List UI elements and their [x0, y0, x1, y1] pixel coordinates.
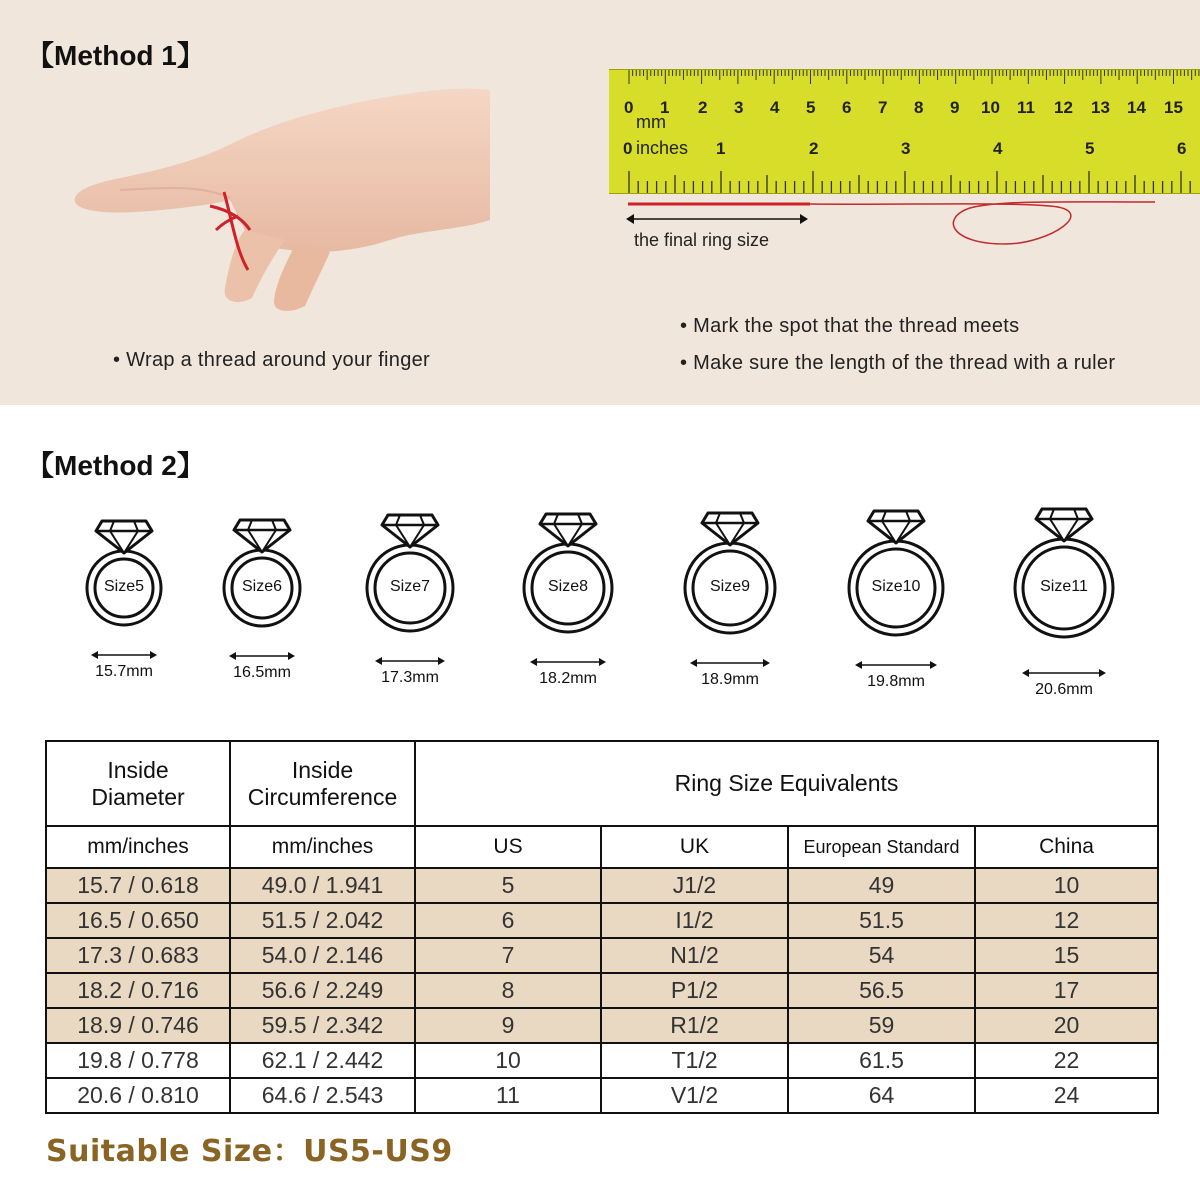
ruler-inch-number: 6	[1177, 139, 1187, 158]
cell-us: 8	[415, 973, 601, 1008]
ruler-mm-number: 15	[1164, 98, 1183, 117]
ring-size-table	[45, 740, 1159, 1114]
ruler-mm-number: 8	[914, 98, 924, 117]
ruler-mm-number: 14	[1127, 98, 1146, 117]
table-row	[46, 903, 1158, 938]
cell-us: 7	[415, 938, 601, 973]
ruler-inch-number: 5	[1085, 139, 1095, 158]
hand-illustration	[60, 80, 500, 320]
ruler	[609, 69, 1200, 194]
diameter-label: 17.3mm	[381, 669, 439, 686]
ring-size-label: Size7	[389, 578, 431, 595]
ruler-mm-number: 3	[734, 98, 744, 117]
ring-icon	[1005, 489, 1123, 647]
cell-uk: T1/2	[601, 1043, 788, 1078]
cell-us: 9	[415, 1008, 601, 1043]
cell-china: 20	[975, 1008, 1158, 1043]
ruler-inch-zero: 0	[623, 139, 633, 158]
table-row	[46, 973, 1158, 1008]
ruler-inch-number: 2	[809, 139, 819, 158]
ruler-mm-number: 9	[950, 98, 960, 117]
cell-diameter: 17.3 / 0.683	[46, 938, 230, 973]
ring-size-label: Size9	[709, 578, 751, 595]
ruler-mm-number: 10	[981, 98, 1000, 117]
ruler-mm-number: 4	[770, 98, 780, 117]
ruler-mm-number: 5	[806, 98, 816, 117]
ring-size-diagrams	[0, 500, 1200, 700]
cell-us: 5	[415, 868, 601, 903]
table-row	[46, 868, 1158, 903]
cell-diameter: 15.7 / 0.618	[46, 868, 230, 903]
diameter-label: 18.2mm	[539, 670, 597, 687]
cell-eu: 64	[788, 1078, 975, 1113]
cell-diameter: 18.9 / 0.746	[46, 1008, 230, 1043]
header-circ-line2: Circumference	[247, 783, 398, 810]
ruler-ticks	[609, 70, 1200, 193]
ruler-mm-number: 12	[1054, 98, 1073, 117]
ring-size-label: Size10	[871, 578, 921, 595]
cell-circ: 51.5 / 2.042	[230, 903, 415, 938]
cell-uk: I1/2	[601, 903, 788, 938]
ruler-mm-number: 7	[878, 98, 888, 117]
header-inside-diameter	[46, 741, 230, 826]
ruler-mm-number: 11	[1017, 98, 1035, 117]
sub-header-european: European Standard	[788, 826, 975, 868]
ring-size-label: Size11	[1040, 578, 1088, 595]
bullet-measure	[680, 352, 1115, 375]
cell-circ: 49.0 / 1.941	[230, 868, 415, 903]
ring-size-label: Size6	[241, 578, 283, 595]
bullet-dot: •	[680, 315, 694, 337]
cell-eu: 54	[788, 938, 975, 973]
cell-diameter: 20.6 / 0.810	[46, 1078, 230, 1113]
bullet-measure-text: Make sure the length of the thread with a ruler	[693, 352, 1116, 374]
table-row	[46, 1078, 1158, 1113]
bullet-dot: •	[113, 349, 127, 371]
cell-china: 24	[975, 1078, 1158, 1113]
cell-eu: 51.5	[788, 903, 975, 938]
ruler-mm-number: 6	[842, 98, 852, 117]
cell-us: 11	[415, 1078, 601, 1113]
cell-diameter: 18.2 / 0.716	[46, 973, 230, 1008]
table-row	[46, 1043, 1158, 1078]
ruler-mm-number: 0	[624, 98, 634, 117]
cell-uk: N1/2	[601, 938, 788, 973]
ring-icon	[77, 501, 171, 635]
bullet-dot: •	[680, 352, 694, 374]
cell-us: 10	[415, 1043, 601, 1078]
final-ring-size-label: the final ring size	[634, 230, 770, 250]
diameter-label: 15.7mm	[95, 663, 153, 680]
cell-china: 12	[975, 903, 1158, 938]
ruler-inch-number: 1	[716, 139, 726, 158]
cell-eu: 49	[788, 868, 975, 903]
cell-china: 10	[975, 868, 1158, 903]
diameter-label: 16.5mm	[233, 664, 291, 681]
final-size-arrow	[626, 212, 808, 226]
cell-china: 15	[975, 938, 1158, 973]
bullet-mark-text: Mark the spot that the thread meets	[693, 315, 1020, 337]
cell-eu: 56.5	[788, 973, 975, 1008]
ruler-mm-number: 2	[698, 98, 708, 117]
ruler-mm-unit: mm	[636, 112, 666, 132]
table-body	[46, 868, 1158, 1113]
sub-header-circumference: mm/inches	[230, 826, 415, 868]
cell-china: 22	[975, 1043, 1158, 1078]
ruler-inch-unit: inches	[636, 138, 689, 158]
sub-header-china: China	[975, 826, 1158, 868]
cell-circ: 62.1 / 2.442	[230, 1043, 415, 1078]
cell-diameter: 16.5 / 0.650	[46, 903, 230, 938]
ring-icon	[214, 500, 310, 636]
bullet-mark	[680, 315, 1019, 338]
method1-section	[0, 0, 1200, 405]
cell-china: 17	[975, 973, 1158, 1008]
ruler-mm-number: 13	[1091, 98, 1110, 117]
ring-icon	[839, 491, 953, 645]
ring-icon	[357, 495, 463, 641]
ring-size-label: Size8	[547, 578, 589, 595]
cell-circ: 54.0 / 2.146	[230, 938, 415, 973]
bullet-wrap	[113, 349, 430, 372]
cell-uk: V1/2	[601, 1078, 788, 1113]
header-ring-size-equivalents: Ring Size Equivalents	[415, 741, 1158, 826]
cell-uk: R1/2	[601, 1008, 788, 1043]
ruler-mm-number: 1	[660, 98, 670, 117]
cell-uk: J1/2	[601, 868, 788, 903]
diameter-label: 19.8mm	[867, 673, 925, 690]
cell-circ: 64.6 / 2.543	[230, 1078, 415, 1113]
header-inside-circumference	[230, 741, 415, 826]
sub-header-us: US	[415, 826, 601, 868]
diameter-label: 18.9mm	[701, 671, 759, 688]
ring-icon	[514, 494, 622, 642]
cell-diameter: 19.8 / 0.778	[46, 1043, 230, 1078]
table-row	[46, 938, 1158, 973]
cell-eu: 61.5	[788, 1043, 975, 1078]
cell-uk: P1/2	[601, 973, 788, 1008]
cell-us: 6	[415, 903, 601, 938]
sub-header-diameter: mm/inches	[46, 826, 230, 868]
suitable-size: Suitable Size：US5-US9	[46, 1134, 453, 1169]
ring-size-label: Size5	[103, 578, 145, 595]
method2-heading: 【Method 2】	[26, 450, 205, 481]
header-circ-line1: Inside	[291, 756, 354, 783]
ruler-inch-number: 4	[993, 139, 1003, 158]
ring-icon	[675, 493, 785, 643]
method1-heading: 【Method 1】	[26, 40, 205, 71]
header-diameter-line1: Inside	[107, 756, 169, 783]
cell-circ: 56.6 / 2.249	[230, 973, 415, 1008]
table-row	[46, 1008, 1158, 1043]
ruler-inch-number: 3	[901, 139, 911, 158]
bullet-wrap-text: Wrap a thread around your finger	[126, 349, 431, 371]
cell-eu: 59	[788, 1008, 975, 1043]
diameter-label: 20.6mm	[1035, 681, 1093, 698]
header-diameter-line2: Diameter	[91, 783, 185, 810]
cell-circ: 59.5 / 2.342	[230, 1008, 415, 1043]
sub-header-uk: UK	[601, 826, 788, 868]
